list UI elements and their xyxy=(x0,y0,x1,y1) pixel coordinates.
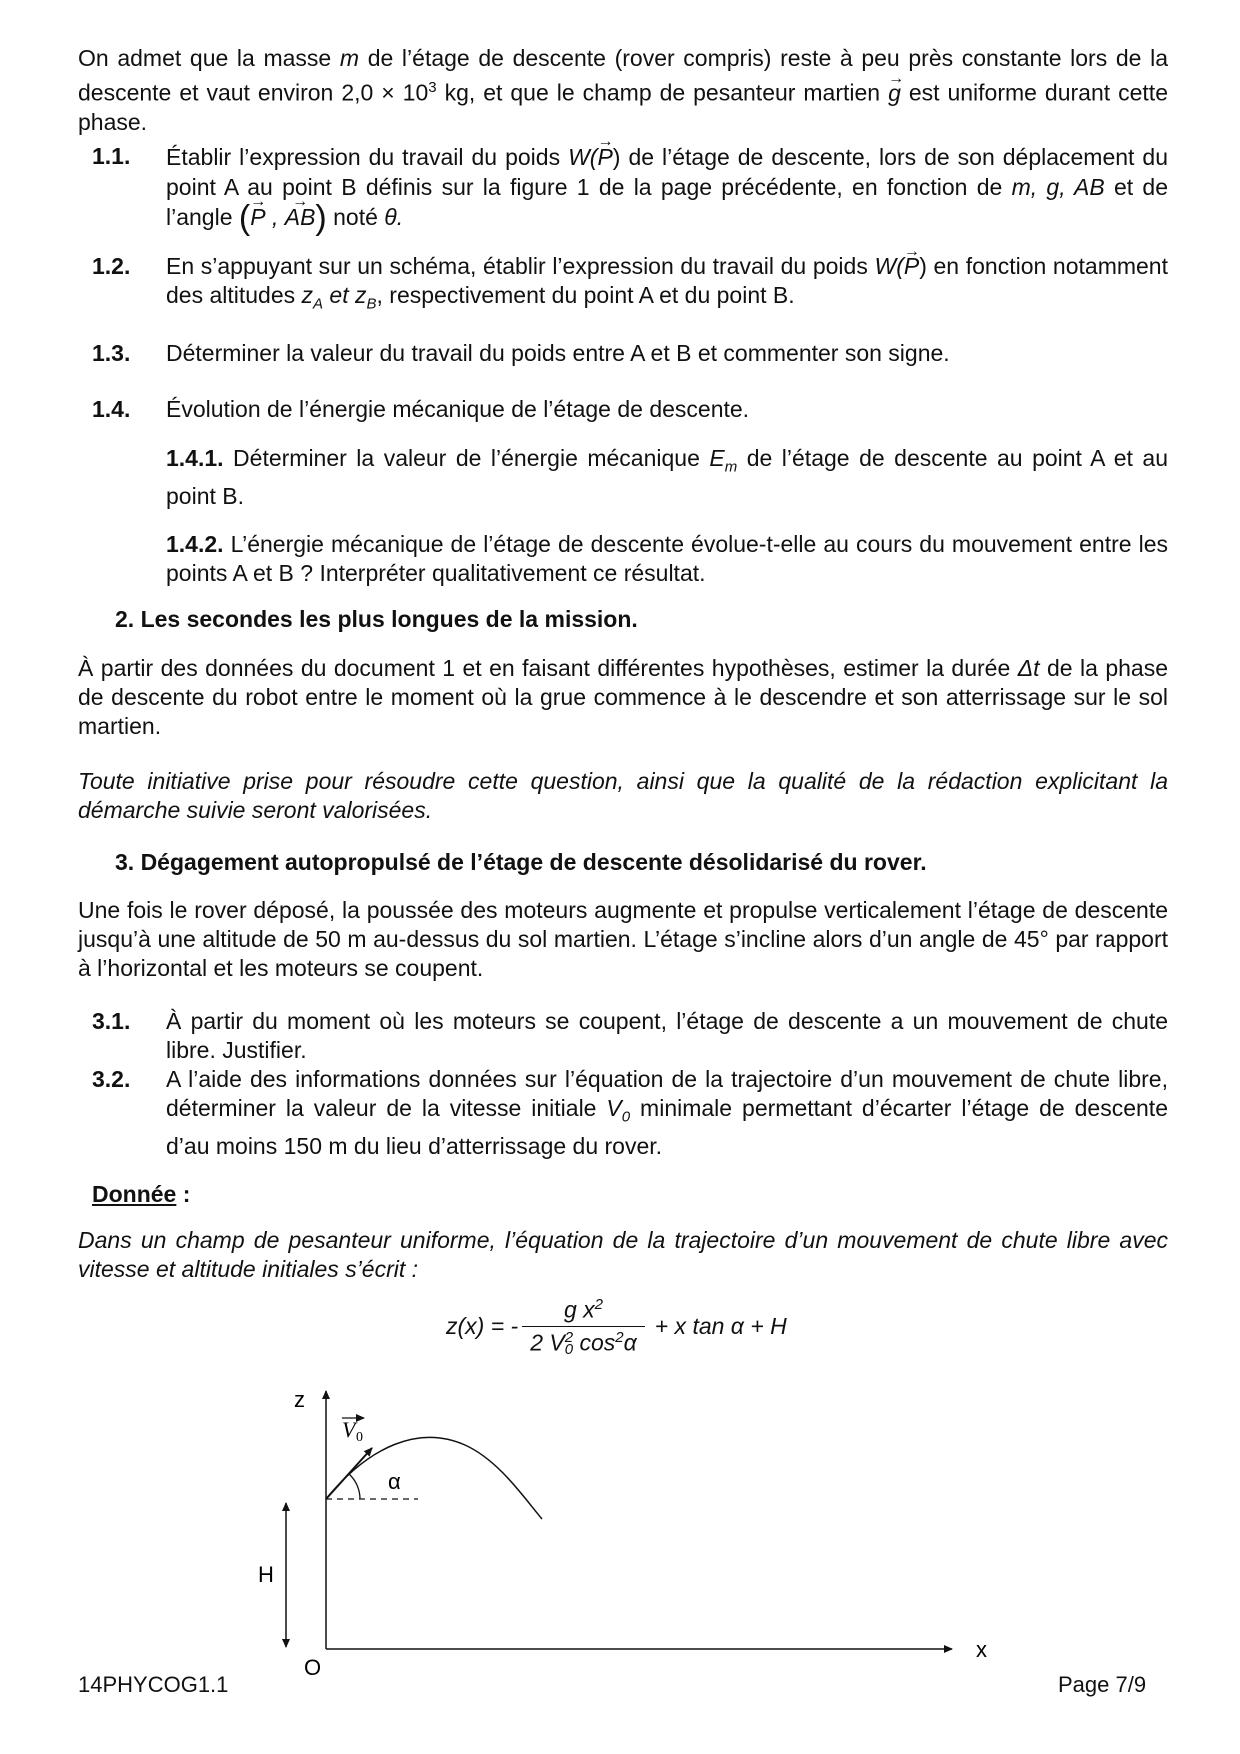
question-number: 3.2. xyxy=(92,1066,131,1092)
trajectory-figure xyxy=(240,1385,1000,1680)
intro-paragraph: On admet que la masse m de l’étage de descente (rover compris) reste à peu près constante lors de la descente et vaut environ $2,0 \times 10^3$ kg, et que le champ de pesanteur martien → g est uniforme durant cette phase. xyxy=(78,44,1168,137)
alpha-label: α xyxy=(388,1469,401,1494)
question-1-4-2: 1.4.2. L’énergie mécanique de l’étage de descente évolue-t-elle au cours du mouvement entre les points A et B ? Interpréter qualitativement ce résultat. xyxy=(166,531,1168,586)
question-3-2 xyxy=(92,1065,1168,1161)
section-3-title: 3. Dégagement autopropulsé de l’étage de descente désolidarisé du rover. xyxy=(115,849,927,875)
question-1-1 xyxy=(92,142,1169,237)
question-text: En s’appuyant sur un schéma, établir l’expression du travail du poids W(→ P) en fonction notamment des altitudes $z_A$ et $z_B$, respectivement du point A et du point B. xyxy=(166,252,1168,319)
formula-rhs: + x tan α + H xyxy=(654,1312,787,1339)
section-2-paragraph: À partir des données du document 1 et en faisant différentes hypothèses, estimer la durée Δt de la phase de descente du robot entre le moment où la grue commence à le descendre et son atterrissage sur le sol martien. xyxy=(78,655,1168,739)
question-text: À partir du moment où les moteurs se coupent, l’étage de descente a un mouvement de chute libre. Justifier. xyxy=(166,1008,1168,1063)
alpha-arc xyxy=(349,1474,360,1499)
question-number: 3.1. xyxy=(92,1008,131,1034)
question-number: 1.2. xyxy=(92,253,131,279)
trajectory-formula xyxy=(445,1296,788,1359)
question-text: A l’aide des informations données sur l’équation de la trajectoire d’un mouvement de chute libre, déterminer la valeur de la vitesse initiale $V_0$ minimale permettant d’écarter l’étage de descente d’au moins 150 m du lieu d’atterrissage du rover. xyxy=(166,1066,1168,1159)
question-1-3 xyxy=(92,339,1168,368)
z-label: z xyxy=(294,1387,305,1412)
svg-text:0: 0 xyxy=(356,1430,363,1445)
x-label: x xyxy=(976,1637,987,1662)
section-2-title: 2. Les secondes les plus longues de la mission. xyxy=(115,606,638,632)
question-3-1 xyxy=(92,1007,1168,1065)
formula-lhs: z(x) = - xyxy=(446,1312,519,1339)
donnee-text: Dans un champ de pesanteur uniforme, l’équation de la trajectoire d’un mouvement de chute libre avec vitesse et altitude initiales s’écrit : xyxy=(78,1227,1168,1282)
question-number: 1.4. xyxy=(92,396,131,422)
question-1-4 xyxy=(92,395,1168,424)
question-text: Évolution de l’énergie mécanique de l’étage de descente. xyxy=(166,396,750,422)
donnee-heading: Donnée : xyxy=(92,1181,191,1207)
question-text: Établir l’expression du travail du poids W(→ P) de l’étage de descente, lors de son déplacement du point A au point B définis sur la figure 1 de la page précédente, en fonction de m, g, AB et de l’angle (→ P , → AB) noté θ. xyxy=(166,142,1168,233)
svg-text:V: V xyxy=(342,1417,356,1442)
section-2-note: Toute initiative prise pour résoudre cette question, ainsi que la qualité de la rédaction explicitant la démarche suivie seront valorisées. xyxy=(78,768,1168,823)
page-number: Page 7/9 xyxy=(1058,1672,1147,1697)
question-1-4-1: 1.4.1. Déterminer la valeur de l’énergie mécanique $E_m$ de l’étage de descente au point A et au point B. xyxy=(166,445,1169,509)
formula-denominator: 2 V 2 0 $\cos^2\alpha$ xyxy=(530,1328,637,1359)
question-number: 1.1. xyxy=(92,143,131,169)
origin-label: O xyxy=(304,1655,322,1680)
trajectory-curve xyxy=(326,1437,542,1519)
v0-label xyxy=(342,1417,364,1445)
h-label: H xyxy=(258,1562,274,1587)
section-3-paragraph: Une fois le rover déposé, la poussée des moteurs augmente et propulse verticalement l’étage de descente jusqu’à une altitude de 50 m au-dessus du sol martien. L’étage s’incline alors d’un angle de 45° par rapport à l’horizontal et les moteurs se coupent. xyxy=(78,897,1168,981)
question-text: Déterminer la valeur du travail du poids entre A et B et commenter son signe. xyxy=(166,340,950,366)
footer-code: 14PHYCOG1.1 xyxy=(78,1672,229,1697)
formula-numerator: g $x^2$ xyxy=(522,1296,645,1326)
question-number: 1.3. xyxy=(92,340,131,366)
question-1-2 xyxy=(92,252,1168,319)
